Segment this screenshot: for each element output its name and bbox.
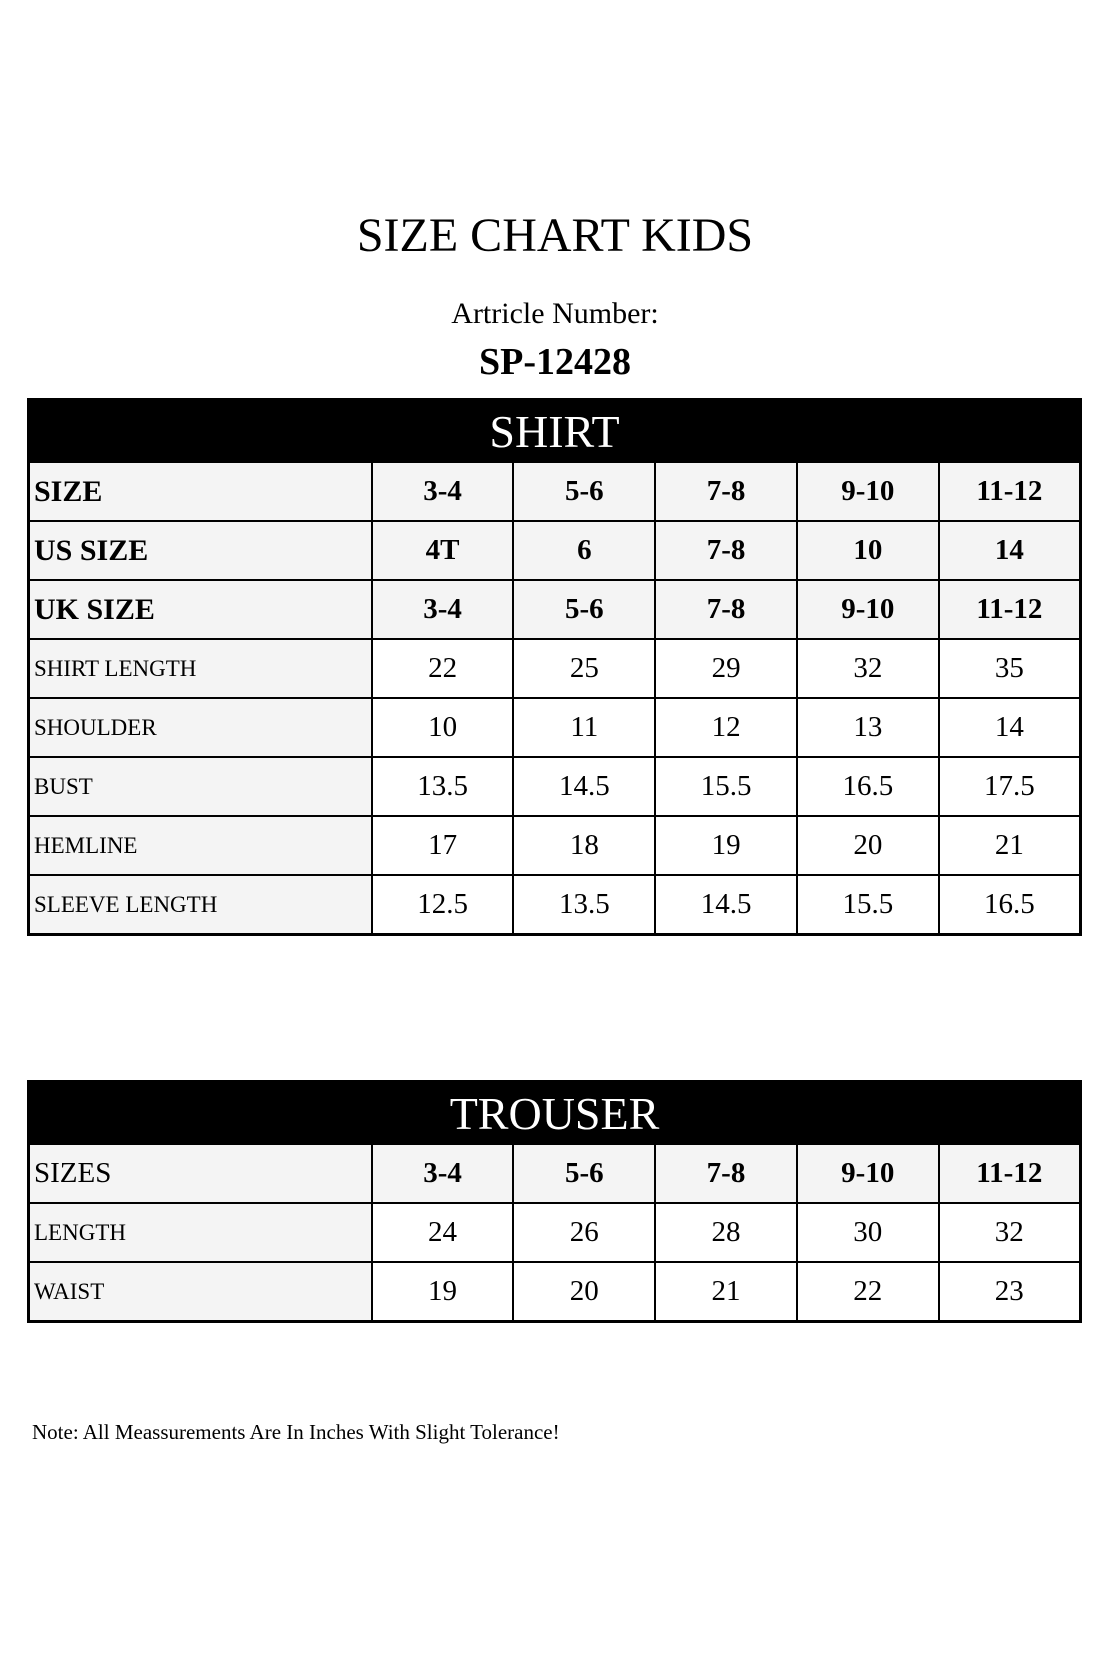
table-row xyxy=(29,462,1081,521)
row-label: LENGTH xyxy=(29,1203,372,1262)
table-row xyxy=(29,1144,1081,1203)
table-cell: 21 xyxy=(655,1262,797,1322)
table-row xyxy=(29,875,1081,935)
table-cell: 18 xyxy=(513,816,655,875)
row-label: SLEEVE LENGTH xyxy=(29,875,372,935)
row-label: SHOULDER xyxy=(29,698,372,757)
table-cell: 15.5 xyxy=(797,875,939,935)
row-label: BUST xyxy=(29,757,372,816)
table-cell: 14.5 xyxy=(655,875,797,935)
article-number: SP-12428 xyxy=(479,341,631,383)
table-cell: 13.5 xyxy=(513,875,655,935)
table-cell: 19 xyxy=(372,1262,514,1322)
table-cell: 6 xyxy=(513,521,655,580)
table-cell: 14.5 xyxy=(513,757,655,816)
table-cell: 15.5 xyxy=(655,757,797,816)
shirt-header-row xyxy=(29,400,1081,463)
shirt-section-header: SHIRT xyxy=(29,400,1081,463)
page-title: SIZE CHART KIDS xyxy=(356,209,754,262)
row-label: US SIZE xyxy=(29,521,372,580)
table-cell: 22 xyxy=(372,639,514,698)
table-cell: 26 xyxy=(513,1203,655,1262)
table-cell: 14 xyxy=(939,698,1081,757)
table-cell: 13 xyxy=(797,698,939,757)
table-cell: 32 xyxy=(939,1203,1081,1262)
table-cell: 16.5 xyxy=(797,757,939,816)
table-cell: 9-10 xyxy=(797,580,939,639)
trouser-section-header: TROUSER xyxy=(29,1082,1081,1145)
table-cell: 11 xyxy=(513,698,655,757)
table-cell: 5-6 xyxy=(513,580,655,639)
table-cell: 13.5 xyxy=(372,757,514,816)
table-cell: 11-12 xyxy=(939,462,1081,521)
row-label: SIZE xyxy=(29,462,372,521)
table-row xyxy=(29,698,1081,757)
table-row xyxy=(29,639,1081,698)
row-label: UK SIZE xyxy=(29,580,372,639)
table-cell: 25 xyxy=(513,639,655,698)
table-cell: 11-12 xyxy=(939,580,1081,639)
table-cell: 14 xyxy=(939,521,1081,580)
trouser-size-table xyxy=(27,1080,1082,1323)
table-cell: 3-4 xyxy=(372,580,514,639)
table-cell: 12 xyxy=(655,698,797,757)
measurement-note: Note: All Meassurements Are In Inches With Slight Tolerance! xyxy=(32,1420,560,1444)
shirt-size-table xyxy=(27,398,1082,936)
table-cell: 10 xyxy=(797,521,939,580)
row-label: SHIRT LENGTH xyxy=(29,639,372,698)
table-cell: 7-8 xyxy=(655,462,797,521)
row-label: SIZES xyxy=(29,1144,372,1203)
table-cell: 3-4 xyxy=(372,1144,514,1203)
table-cell: 16.5 xyxy=(939,875,1081,935)
table-cell: 17.5 xyxy=(939,757,1081,816)
table-cell: 28 xyxy=(655,1203,797,1262)
table-cell: 24 xyxy=(372,1203,514,1262)
table-cell: 35 xyxy=(939,639,1081,698)
table-cell: 23 xyxy=(939,1262,1081,1322)
table-cell: 4T xyxy=(372,521,514,580)
table-row xyxy=(29,1203,1081,1262)
table-cell: 19 xyxy=(655,816,797,875)
table-cell: 30 xyxy=(797,1203,939,1262)
table-cell: 7-8 xyxy=(655,1144,797,1203)
row-label: HEMLINE xyxy=(29,816,372,875)
article-number-label: Artricle Number: xyxy=(451,297,659,330)
table-cell: 11-12 xyxy=(939,1144,1081,1203)
table-cell: 22 xyxy=(797,1262,939,1322)
table-row xyxy=(29,1262,1081,1322)
table-cell: 5-6 xyxy=(513,462,655,521)
table-cell: 12.5 xyxy=(372,875,514,935)
trouser-header-row xyxy=(29,1082,1081,1145)
row-label: WAIST xyxy=(29,1262,372,1322)
table-cell: 9-10 xyxy=(797,1144,939,1203)
table-cell: 17 xyxy=(372,816,514,875)
table-cell: 9-10 xyxy=(797,462,939,521)
table-cell: 20 xyxy=(797,816,939,875)
table-row xyxy=(29,521,1081,580)
table-cell: 20 xyxy=(513,1262,655,1322)
table-row xyxy=(29,580,1081,639)
table-row xyxy=(29,757,1081,816)
table-row xyxy=(29,816,1081,875)
table-cell: 5-6 xyxy=(513,1144,655,1203)
table-cell: 3-4 xyxy=(372,462,514,521)
table-cell: 32 xyxy=(797,639,939,698)
table-cell: 29 xyxy=(655,639,797,698)
table-cell: 7-8 xyxy=(655,521,797,580)
table-cell: 10 xyxy=(372,698,514,757)
table-cell: 21 xyxy=(939,816,1081,875)
table-cell: 7-8 xyxy=(655,580,797,639)
